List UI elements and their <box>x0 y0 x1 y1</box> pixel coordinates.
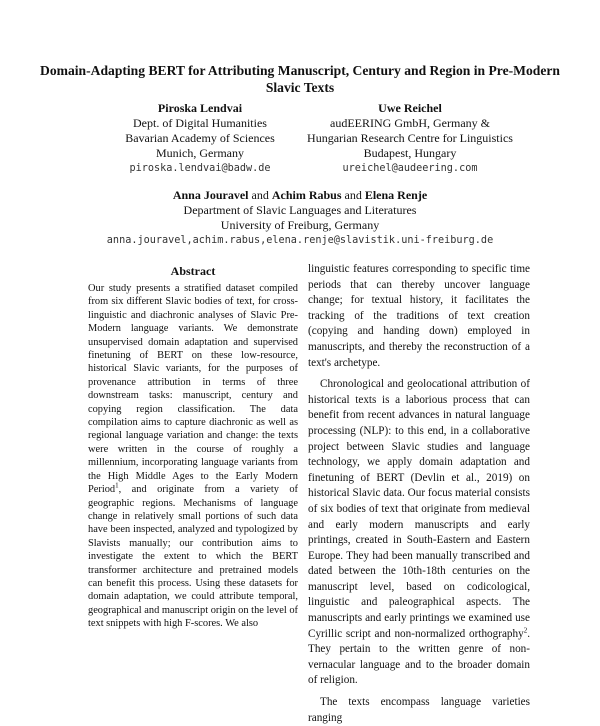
author-affiliation: Department of Slavic Languages and Literatures <box>183 203 417 217</box>
author-affiliation: Bavarian Academy of Sciences <box>125 131 275 145</box>
abstract-heading: Abstract <box>170 264 216 278</box>
author-name: Anna Jouravel <box>172 188 249 202</box>
intro-paragraph: linguistic features corresponding to specific time periods that can thereby uncover language change; for textual history, it facilitates the tracking of the traditions of text creation (copying and handing down) employed in manuscripts, and thereby the reconstruction of a text's archetype. <box>308 263 530 369</box>
author-affiliation: Munich, Germany <box>156 146 244 160</box>
author-name: Uwe Reichel <box>378 101 442 115</box>
intro-column <box>308 262 530 726</box>
paper-title: Domain-Adapting BERT for Attributing Manuscript, Century and Region in Pre-Modern Slavic Texts <box>40 63 560 95</box>
author-affiliation: University of Freiburg, Germany <box>220 218 380 232</box>
author-email[interactable]: ureichel@audeering.com <box>342 163 478 174</box>
author-block-freiburg <box>80 188 520 248</box>
author-block-lendvai <box>100 101 300 176</box>
author-email[interactable]: anna.jouravel,achim.rabus,elena.renje@slavistik.uni-freiburg.de <box>106 235 494 246</box>
intro-paragraph <box>308 377 530 689</box>
abstract-text-part: Our study presents a stratified dataset compiled from six different Slavic bodies of text, for cross-linguistic and diachronic analyses of Slavic Pre-Modern language variants. We demonstrate unsupervised domain adaptation and supervised finetuning of BERT on these low-resource, historical Slavic variants, for the purposes of provenance attribution in terms of three downstream tasks: manuscript, century and copying region classification. The data compilation aims to capture diachronic as well as regional language variation and change: the texts were written in the course of roughly a millennium, incorporating language variants from the High Middle Ages to the Early Modern Period <box>88 283 298 496</box>
author-names-line <box>80 188 520 203</box>
author-affiliation: audEERING GmbH, Germany & <box>330 116 490 130</box>
author-name: Piroska Lendvai <box>157 101 243 115</box>
footnote-marker[interactable]: 2 <box>523 625 528 634</box>
abstract-text-part: , and originate from a variety of geographic regions. Mechanisms of language change in relatively small portions of such data have been inspected, analyzed and typologized by Slavists manually; our contribution aims to investigate the extent to which the BERT transformer architecture and pretrained models can benefit this process. Using these datasets for domain adaptation, we could attribute temporal, geographical and manuscript origin on the level of text snippets with high F-scores. We also <box>88 484 298 630</box>
intro-text-part: Chronological and geolocational attribution of historical texts is a laborious process that can benefit from recent advances in natural language processing (NLP): to this end, in a collaborative project between Slavic studies and language technology, we apply domain adaptation and finetuning of BERT (Devlin et al., 2019) on historical Slavic data. Our focus material consists of six bodies of text that originate from medieval and early modern manuscripts and early printings, created in South-Eastern and Eastern Europe. They had been manually transcribed and dated between the 10th-18th centuries on the manuscript level, based on codicological, linguistic and paleographical aspects. The manuscripts and early printings we examined use Cyrillic script and non-normalized orthography <box>308 378 530 640</box>
intro-paragraph: The texts encompass language varieties ranging <box>308 696 530 724</box>
author-name: Achim Rabus <box>271 188 342 202</box>
intro-text-part: . They pertain to the written genre of non-vernacular language and to the broader domain of religion. <box>308 627 530 687</box>
author-block-reichel <box>280 101 540 176</box>
author-separator: and <box>344 188 362 202</box>
author-email[interactable]: piroska.lendvai@badw.de <box>129 163 271 174</box>
author-affiliation: Dept. of Digital Humanities <box>133 116 267 130</box>
footnote-marker[interactable]: 1 <box>115 481 119 490</box>
abstract-text <box>88 282 298 631</box>
author-separator: and <box>251 188 269 202</box>
author-name: Elena Renje <box>364 188 428 202</box>
author-affiliation: Budapest, Hungary <box>363 146 457 160</box>
author-affiliation: Hungarian Research Centre for Linguistics <box>307 131 513 145</box>
